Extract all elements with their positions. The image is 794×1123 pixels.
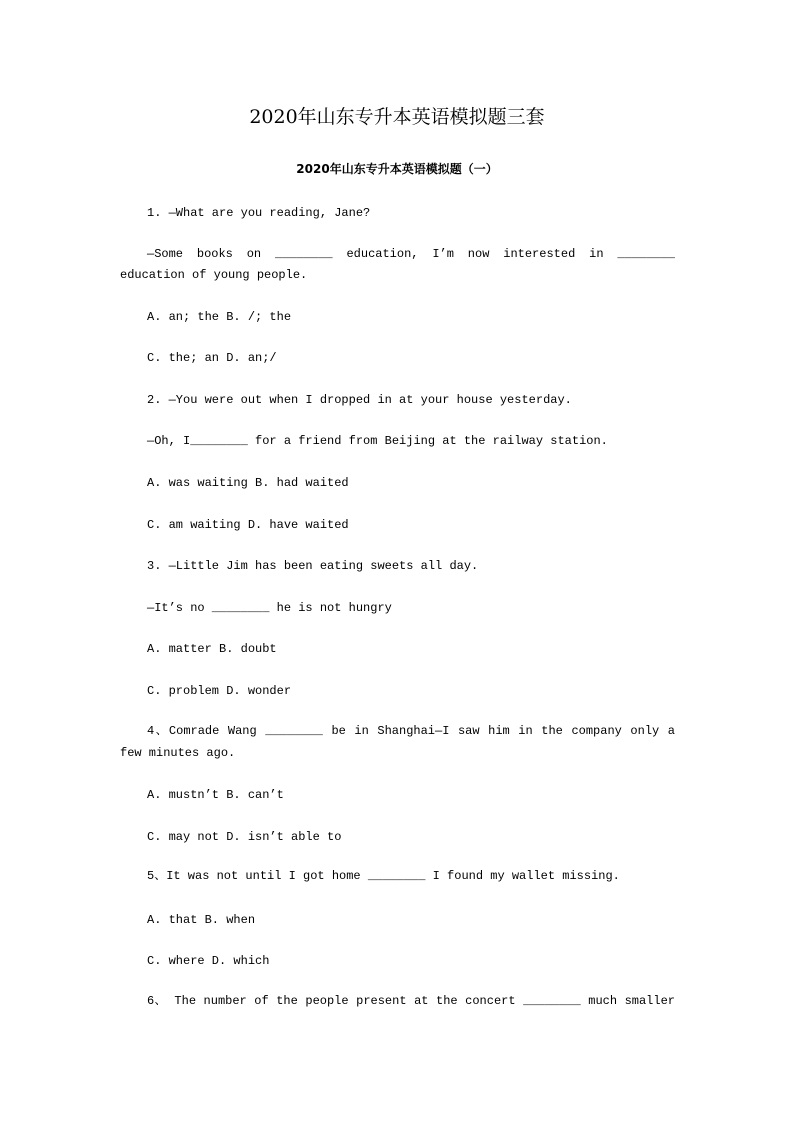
question-5-options-ab: A. that B. when	[147, 913, 256, 927]
question-2-prompt: 2. —You were out when I dropped in at your house yesterday.	[147, 393, 572, 407]
question-2-options-ab: A. was waiting B. had waited	[147, 476, 349, 490]
question-3-options-ab: A. matter B. doubt	[147, 642, 277, 656]
question-6-prompt: 6、 The number of the people present at the concert ________ much smaller	[147, 994, 675, 1008]
question-1-reply-line-1: —Some books on ________ education, I’m now interested in ________	[147, 247, 675, 261]
document-title: 2020年山东专升本英语模拟题三套	[249, 106, 545, 128]
question-1-reply-line-2: education of young people.	[120, 268, 308, 282]
section-subtitle: 2020年山东专升本英语模拟题（一）	[296, 162, 498, 176]
question-4-options-ab: A. mustn’t B. can’t	[147, 788, 284, 802]
question-2-reply: —Oh, I________ for a friend from Beijing at the railway station.	[147, 434, 608, 448]
question-3-prompt: 3. —Little Jim has been eating sweets all day.	[147, 559, 479, 573]
question-1-options-ab: A. an; the B. /; the	[147, 310, 292, 324]
question-4-prompt-line-2: few minutes ago.	[120, 746, 236, 760]
question-2-options-cd: C. am waiting D. have waited	[147, 518, 349, 532]
question-3-reply: —It’s no ________ he is not hungry	[147, 601, 392, 615]
question-1-options-cd: C. the; an D. an;/	[147, 351, 277, 365]
question-3-options-cd: C. problem D. wonder	[147, 684, 292, 698]
question-4-prompt-line-1: 4、Comrade Wang ________ be in Shanghai—I saw him in the company only a	[147, 724, 675, 738]
question-1-prompt: 1. —What are you reading, Jane?	[147, 206, 371, 220]
question-4-options-cd: C. may not D. isn’t able to	[147, 830, 342, 844]
question-5-options-cd: C. where D. which	[147, 954, 270, 968]
question-5-prompt: 5、It was not until I got home ________ I found my wallet missing.	[147, 869, 620, 883]
